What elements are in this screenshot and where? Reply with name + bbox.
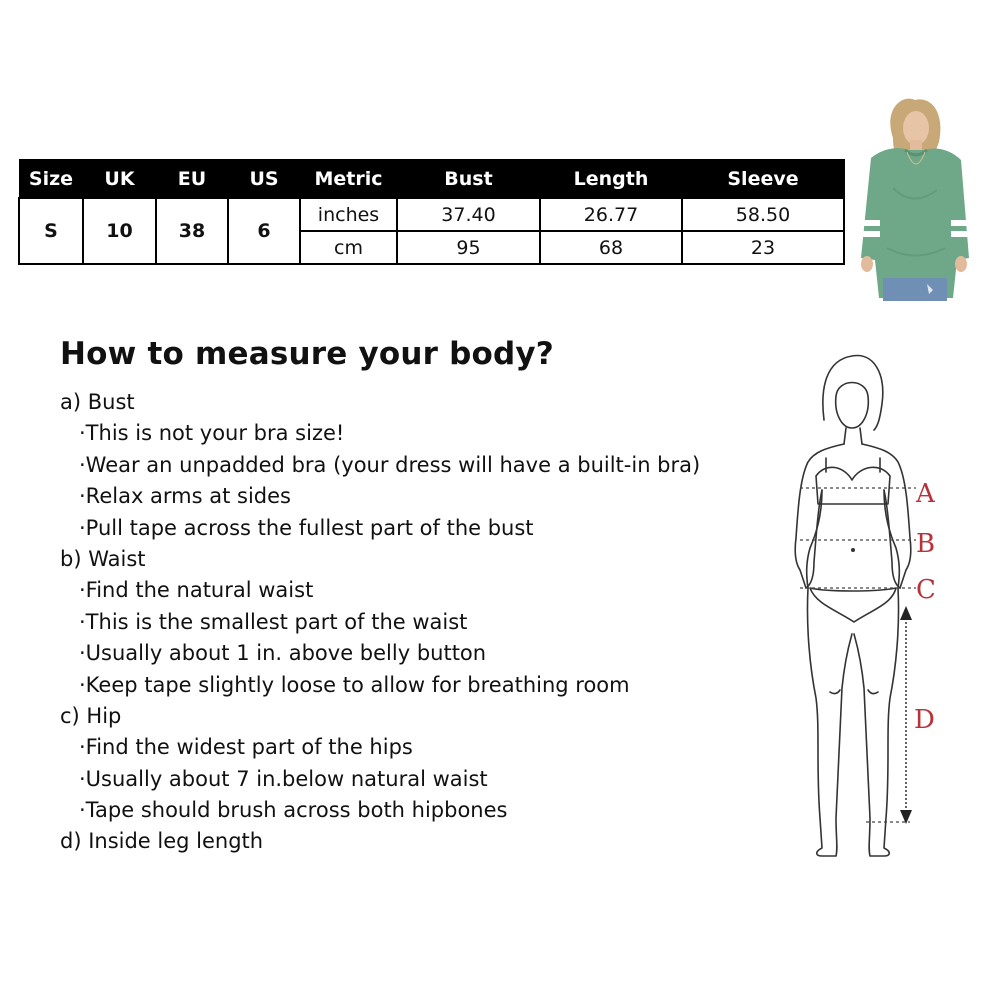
header-metric: Metric	[300, 160, 397, 199]
header-length: Length	[540, 160, 682, 199]
tip-item: ·Find the widest part of the hips	[79, 735, 413, 760]
cell-uk: 10	[83, 198, 156, 264]
label-b: B	[916, 529, 936, 559]
body-outline	[795, 356, 911, 856]
cell-metric-inches: inches	[300, 198, 397, 231]
cell-metric-cm: cm	[300, 231, 397, 264]
size-table-header-row	[19, 160, 844, 199]
measure-guide-list	[60, 387, 760, 858]
tip-item: ·This is not your bra size!	[79, 421, 345, 446]
header-eu: EU	[156, 160, 228, 199]
cell-sleeve-inches: 58.50	[682, 198, 844, 231]
section-heading-inside-leg: d) Inside leg length	[60, 829, 264, 854]
cell-length-cm: 68	[540, 231, 682, 264]
tip-item: ·Pull tape across the fullest part of the bust	[79, 515, 534, 540]
inseam-arrow	[900, 606, 912, 824]
body-measurement-diagram	[770, 348, 950, 863]
label-c: C	[916, 575, 936, 605]
cell-size: S	[19, 198, 83, 264]
guide-title: How to measure your body?	[60, 336, 554, 372]
tip-item: ·Usually about 7 in.below natural waist	[79, 766, 488, 791]
size-chart-table	[18, 159, 845, 265]
tip-item: ·Usually about 1 in. above belly button	[79, 641, 487, 666]
section-heading-hip: c) Hip	[60, 703, 122, 728]
cell-bust-inches: 37.40	[397, 198, 540, 231]
cell-us: 6	[228, 198, 300, 264]
tip-item: ·Keep tape slightly loose to allow for breathing room	[79, 672, 630, 697]
header-bust: Bust	[397, 160, 540, 199]
cell-length-inches: 26.77	[540, 198, 682, 231]
cell-bust-cm: 95	[397, 231, 540, 264]
header-us: US	[228, 160, 300, 199]
tip-item: ·This is the smallest part of the waist	[79, 609, 468, 634]
product-photo	[853, 98, 971, 301]
cell-eu: 38	[156, 198, 228, 264]
table-row-inches	[19, 198, 844, 231]
header-sleeve: Sleeve	[682, 160, 844, 199]
tip-item: ·Tape should brush across both hipbones	[79, 798, 508, 823]
header-uk: UK	[83, 160, 156, 199]
label-a: A	[916, 479, 935, 509]
section-heading-waist: b) Waist	[60, 546, 146, 571]
tip-item: ·Relax arms at sides	[79, 484, 291, 509]
label-d: D	[914, 705, 935, 735]
header-size: Size	[19, 160, 83, 199]
tip-item: ·Find the natural waist	[79, 578, 314, 603]
tip-item: ·Wear an unpadded bra (your dress will have a built-in bra)	[79, 452, 701, 477]
cell-sleeve-cm: 23	[682, 231, 844, 264]
section-heading-bust: a) Bust	[60, 390, 135, 414]
